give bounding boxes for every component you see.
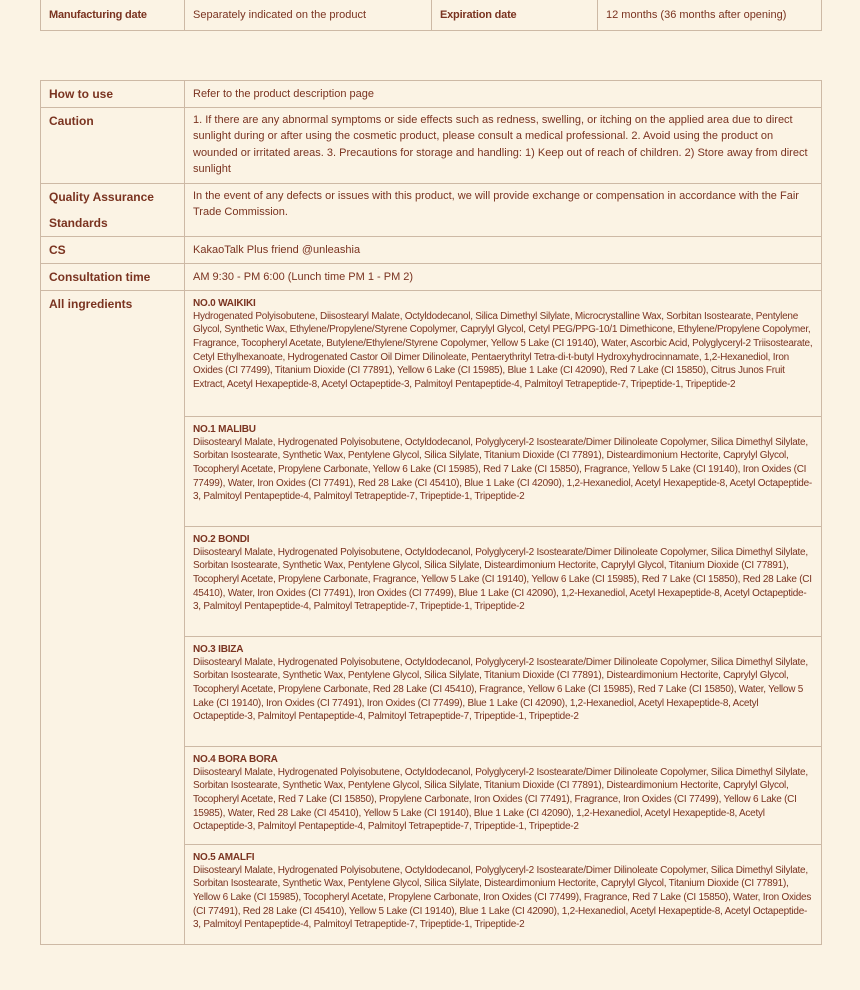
ingredients-cell xyxy=(185,290,822,944)
ingredient-shade-name: NO.5 AMALFI xyxy=(193,851,255,863)
ingredient-block-amalfi xyxy=(185,845,821,944)
ingredient-shade-name: NO.0 WAIKIKI xyxy=(193,297,256,309)
all-ingredients-row xyxy=(41,290,822,944)
expiration-date-label: Expiration date xyxy=(432,0,598,31)
ingredient-list: Hydrogenated Polyisobutene, Diisostearyl Malate, Octyldodecanol, Silica Dimethyl Silylate, Microcrystalline Wax, Sorbitan Isostearate, Pentylene Glycol, Synthetic Wax, Ethylene/Propylene/Styrene Copolymer, Caprylyl Glycol, Cetyl PEG/PPG-10/1 Dimethicone, Ethylene/Propylene Copolymer, Fragrance, Tocopheryl Acetate, Butylene/Ethylene/Styrene Copolymer, Yellow 5 Lake (CI 19140), Water, Ascorbic Acid, Polyglyceryl-2 Triisostearate, Cetyl Ethylhexanoate, Hydrogenated Castor Oil Dimer Dilinoleate, Pentaerythrityl Tetra-di-t-butyl Hydroxyhydrocinnamate, 1,2-Hexanediol, Iron Oxides (CI 77499), Titanium Dioxide (CI 77891), Yellow 6 Lake (CI 15985), Blue 1 Lake (CI 42090), Red 7 Lake (CI 15850), Citrus Junos Fruit Extract, Acetyl Hexapeptide-8, Acetyl Octapeptide-3, Palmitoyl Pentapeptide-4, Palmitoyl Tetrapeptide-7, Tripeptide-1, Tripeptide-2 xyxy=(193,310,813,391)
caution-value: 1. If there are any abnormal symptoms or side effects such as redness, swelling, or itching on the applied area due to direct sunlight during or after using the cosmetic product, please consult a medical professional. 2. Avoid using the product on wounded or irritated areas. 3. Precautions for storage and handling: 1) Keep out of reach of children. 2) Store away from direct sunlight xyxy=(185,108,822,184)
ingredient-shade-name: NO.1 MALIBU xyxy=(193,423,256,435)
manufacturing-row xyxy=(41,0,822,31)
ingredient-shade-name: NO.2 BONDI xyxy=(193,533,250,545)
product-details-table xyxy=(40,80,822,945)
expiration-date-value: 12 months (36 months after opening) xyxy=(598,0,822,31)
quality-assurance-label-line1: Quality Assurance xyxy=(49,189,154,204)
how-to-use-row xyxy=(41,81,822,108)
cs-row xyxy=(41,236,822,263)
ingredient-list: Diisostearyl Malate, Hydrogenated Polyisobutene, Octyldodecanol, Polyglyceryl-2 Isostearate/Dimer Dilinoleate Copolymer, Silica Dimethyl Silylate, Sorbitan Isostearate, Synthetic Wax, Pentylene Glycol, Silica Silylate, Titanium Dioxide (CI 77891), Disteardimonium Hectorite, Caprylyl Glycol, Tocopheryl Acetate, Red 7 Lake (CI 15850), Propylene Carbonate, Iron Oxides (CI 77491), Fragrance, Iron Oxides (CI 77499), Yellow 6 Lake (CI 15985), Water, Red 28 Lake (CI 45410), Yellow 5 Lake (CI 19140), Blue 1 Lake (CI 42090), 1,2-Hexanediol, Acetyl Hexapeptide-8, Acetyl Octapeptide-3, Palmitoyl Pentapeptide-4, Palmitoyl Tetrapeptide-7, Tripeptide-1, Tripeptide-2 xyxy=(193,766,808,833)
manufacturing-date-value: Separately indicated on the product xyxy=(185,0,432,31)
quality-assurance-label-line2: Standards xyxy=(49,215,108,230)
how-to-use-label: How to use xyxy=(41,81,185,108)
ingredient-block-bondi xyxy=(185,527,821,637)
caution-label: Caution xyxy=(41,108,185,184)
all-ingredients-label: All ingredients xyxy=(41,290,185,944)
quality-assurance-label xyxy=(41,183,185,236)
ingredient-shade-name: NO.3 IBIZA xyxy=(193,643,244,655)
ingredient-list: Diisostearyl Malate, Hydrogenated Polyisobutene, Octyldodecanol, Polyglyceryl-2 Isostearate/Dimer Dilinoleate Copolymer, Silica Dimethyl Silylate, Sorbitan Isostearate, Synthetic Wax, Pentylene Glycol, Silica Silylate, Titanium Dioxide (CI 77891), Disteardimonium Hectorite, Caprylyl Glycol, Tocopheryl Acetate, Propylene Carbonate, Red 28 Lake (CI 45410), Fragrance, Yellow 6 Lake (CI 15985), Red 7 Lake (CI 15850), Water, Yellow 5 Lake (CI 19140), Iron Oxides (CI 77491), Iron Oxides (CI 77499), Blue 1 Lake (CI 42090), 1,2-Hexanediol, Acetyl Hexapeptide-8, Acetyl Octapeptide-3, Palmitoyl Pentapeptide-4, Palmitoyl Tetrapeptide-7, Tripeptide-1, Tripeptide-2 xyxy=(193,656,808,723)
product-info-table xyxy=(40,0,822,31)
ingredient-block-bora-bora xyxy=(185,747,821,845)
ingredient-shade-name: NO.4 BORA BORA xyxy=(193,753,278,765)
cs-value: KakaoTalk Plus friend @unleashia xyxy=(185,236,822,263)
ingredient-list: Diisostearyl Malate, Hydrogenated Polyisobutene, Octyldodecanol, Polyglyceryl-2 Isostearate/Dimer Dilinoleate Copolymer, Silica Dimethyl Silylate, Sorbitan Isostearate, Synthetic Wax, Pentylene Glycol, Silica Silylate, Disteardimonium Hectorite, Caprylyl Glycol, Titanium Dioxide (CI 77891), Yellow 6 Lake (CI 15985), Tocopheryl Acetate, Propylene Carbonate, Iron Oxides (CI 77499), Fragrance, Red 7 Lake (CI 15850), Water, Iron Oxides (CI 77491), Red 28 Lake (CI 45410), Yellow 5 Lake (CI 19140), Blue 1 Lake (CI 42090), 1,2-Hexanediol, Acetyl Hexapeptide-8, Acetyl Octapeptide-3, Palmitoyl Pentapeptide-4, Palmitoyl Tetrapeptide-7, Tripeptide-1, Tripeptide-2 xyxy=(193,864,812,931)
manufacturing-date-label: Manufacturing date xyxy=(41,0,185,31)
cs-label: CS xyxy=(41,236,185,263)
ingredient-block-waikiki xyxy=(185,291,821,417)
consultation-time-row xyxy=(41,263,822,290)
consultation-time-label: Consultation time xyxy=(41,263,185,290)
how-to-use-value: Refer to the product description page xyxy=(185,81,822,108)
ingredient-list: Diisostearyl Malate, Hydrogenated Polyisobutene, Octyldodecanol, Polyglyceryl-2 Isostearate/Dimer Dilinoleate Copolymer, Silica Dimethyl Silylate, Sorbitan Isostearate, Synthetic Wax, Pentylene Glycol, Silica Silylate, Disteardimonium Hectorite, Caprylyl Glycol, Titanium Dioxide (CI 77891), Tocopheryl Acetate, Propylene Carbonate, Fragrance, Yellow 5 Lake (CI 19140), Yellow 6 Lake (CI 15985), Red 7 Lake (CI 15850), Red 28 Lake (CI 45410), Water, Iron Oxides (CI 77491), Iron Oxides (CI 77499), Blue 1 Lake (CI 42090), 1,2-Hexanediol, Acetyl Hexapeptide-8, Acetyl Octapeptide-3, Palmitoyl Pentapeptide-4, Palmitoyl Tetrapeptide-7, Tripeptide-1, Tripeptide-2 xyxy=(193,546,812,613)
ingredient-list: Diisostearyl Malate, Hydrogenated Polyisobutene, Octyldodecanol, Polyglyceryl-2 Isostearate/Dimer Dilinoleate Copolymer, Silica Dimethyl Silylate, Sorbitan Isostearate, Synthetic Wax, Pentylene Glycol, Silica Silylate, Titanium Dioxide (CI 77891), Disteardimonium Hectorite, Caprylyl Glycol, Tocopheryl Acetate, Propylene Carbonate, Yellow 6 Lake (CI 15985), Red 7 Lake (CI 15850), Fragrance, Yellow 5 Lake (CI 19140), Iron Oxides (CI 77499), Water, Iron Oxides (CI 77491), Red 28 Lake (CI 45410), Blue 1 Lake (CI 42090), 1,2-Hexanediol, Acetyl Hexapeptide-8, Acetyl Octapeptide-3, Palmitoyl Pentapeptide-4, Palmitoyl Tetrapeptide-7, Tripeptide-1, Tripeptide-2 xyxy=(193,436,812,503)
quality-assurance-row xyxy=(41,183,822,236)
ingredient-block-ibiza xyxy=(185,637,821,747)
quality-assurance-value: In the event of any defects or issues with this product, we will provide exchange or compensation in accordance with the Fair Trade Commission. xyxy=(185,183,822,236)
caution-row xyxy=(41,108,822,184)
consultation-time-value: AM 9:30 - PM 6:00 (Lunch time PM 1 - PM 2) xyxy=(185,263,822,290)
ingredient-block-malibu xyxy=(185,417,821,527)
